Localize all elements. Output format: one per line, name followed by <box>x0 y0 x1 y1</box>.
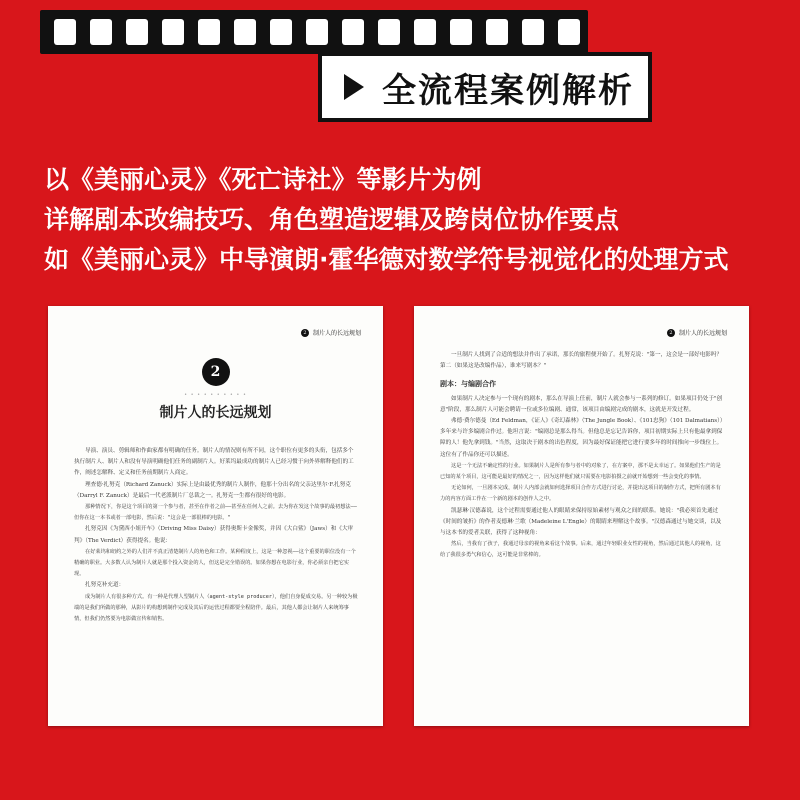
film-hole <box>306 19 328 45</box>
intro-line: 以《美丽心灵》《死亡诗社》等影片为例 <box>44 165 482 194</box>
film-hole <box>342 19 364 45</box>
quote-paragraph: 然后，当我有了孩子，我通过母亲的视角来看这个故事。后来，通过年轻职业女性的视角，然后通过其他人的视角，这给了我很多勇气和信心，这可能是非常棒的。 <box>440 541 721 559</box>
film-hole <box>378 19 400 45</box>
film-hole <box>414 19 436 45</box>
film-hole <box>162 19 184 45</box>
quote-paragraph: 成为制片人有很多种方式。有一种是代理人型制片人（agent-style producer），他们自身促成交易。另一种较为极端的是我们所做的那种，从影片的构想到制作完成及其后的运营过程都要全程陪伴。最后，其他人都会让制片人来统筹事情，但我们仍然要为电影做宣传和销售。 <box>74 593 358 623</box>
page-body <box>440 350 725 562</box>
page-body <box>74 446 359 625</box>
intro-line: 详解剧本改编技巧、角色塑造逻辑及跨岗位协作要点 <box>44 205 620 234</box>
section-banner <box>318 52 652 122</box>
film-hole <box>90 19 112 45</box>
play-triangle-icon <box>344 74 364 100</box>
quote-paragraph: 这是一个无法不确定性的行业。如果制片人是所有参与者中的对象了，在方案中，那不是太幸运了。如果他们生产的是已知的某个项目，这可能是最好的情况之一，因为这样他们就只需要在电影拍摄之前就开始想到一些会变化的事情。 <box>440 462 721 481</box>
header-chapter-badge: 2 <box>667 329 675 337</box>
section-subheading: 剧本：与编剧合作 <box>440 379 496 389</box>
intro-line: 如《美丽心灵》中导演朗·霍华德对数学符号视觉化的处理方式 <box>44 245 729 274</box>
header-title: 制片人的长远规划 <box>678 330 727 337</box>
intro-text <box>44 160 784 280</box>
quote-paragraph: 在好莱坞和纽约之外的人们并不真正清楚制片人的角色和工作。某种程度上，这是一种忽视——这个重要的职位没有一个精确的职业。大多数人认为制片人就是那个投入资金的人，但这是完全错误的。如果你想在电影行业，你必须亲自把它实现。 <box>74 548 356 578</box>
film-hole <box>234 19 256 45</box>
film-hole <box>54 19 76 45</box>
paragraph: 理查德·扎努克（Richard Zanuck）实际上是由最优秀的制片人制作，他那十分出名的父亲达里尔·F.扎努克（Darryl F. Zanuck）是最后一代老派制片厂总裁之一。扎努克一生都有很好的电影。 <box>74 481 351 499</box>
header-chapter-badge: 2 <box>301 329 309 337</box>
paragraph: 导演、演员、剪辑师和作曲家都有明确的任务。制片人的情况则有所不同，这个职位有更多的头衔，包括多个执行制片人、制片人和没有导演明确他们任务的副制片人。好莱坞最成功的制片人已经习惯于向外界解释他们的工作，阐述怎解释、定义和任务前期制片人商定。 <box>74 448 354 477</box>
banner-title: 全流程案例解析 <box>382 70 634 111</box>
film-hole <box>198 19 220 45</box>
film-hole <box>450 19 472 45</box>
film-hole <box>126 19 148 45</box>
running-header <box>667 328 727 337</box>
chapter-number-badge: 2 <box>202 358 230 386</box>
chapter-heading <box>48 358 383 422</box>
film-hole <box>522 19 544 45</box>
paragraph: 凯瑟琳·汉德森说，这个过程需要通过他人的眼睛来保持原始素材与观众之间的联系。她说："我必须首先通过《时间的皱折》的作者麦德琳·兰歌（Madeleine L'Engle）的眼睛来理解这个故事。"汉德森通过与她交谈，以及与这本书的爱者关联，获得了这种视角： <box>440 507 722 537</box>
running-header <box>301 328 361 337</box>
header-title: 制片人的长远规划 <box>312 330 361 337</box>
paragraph: 一旦制片人找到了合适的想法并作出了承诺，那长的旅程便开始了。扎努克说："第一，这会是一部好电影吗？第二（如果这是改编作品），谁来写剧本？" <box>440 352 723 370</box>
film-hole <box>558 19 580 45</box>
quote-paragraph: 那种情况下，你是这个项目的第一个参与者，甚至在作者之前——甚至在任何人之前。去为你在发这个故事的最初想法——但你在这一本书或者一部电影，然后说："这会是一部很棒的电影。" <box>74 504 357 522</box>
paragraph: 扎努克因《为黛西小姐开车》（Driving Miss Daisy）获得奥斯卡金像奖，并因《大白鲨》（Jaws）和《大审判》（The Verdict）获得提名。他说： <box>74 526 354 544</box>
quote-paragraph: 无论如何，一旦剧本完成，制片人内部会就如何选择项目合作方式进行讨论，并提出这项目的制作方式，把所有剧本有力的内容方面工作在一个新的剧本的创作人之中。 <box>440 485 721 503</box>
book-page-right <box>414 306 749 726</box>
book-page-left <box>48 306 383 726</box>
film-hole <box>486 19 508 45</box>
chapter-title: 制片人的长远规划 <box>159 405 272 421</box>
chapter-dots-decoration: • • • • • • • • • • <box>184 392 247 398</box>
paragraph: 弗德·费尔德曼（Ed Feldman，《证人》《奇幻森林》（The Jungle Book）、《101忠狗》（101 Dalmatians））多年来与许多编剧合作过。他坦言说："编剧总是那么得当。但他总是忘记告诉你，项目初期实际上只有他最拿到保障的人！他先拿到钱。"当然，这取决于剧本的出色程度，因为最好保证能把它进行要多年的时间推向一步线位上。这位有了作品你还可以描述。 <box>440 418 723 458</box>
film-hole <box>270 19 292 45</box>
paragraph: 扎努克补充道： <box>85 582 125 589</box>
film-strip-bar <box>40 10 588 54</box>
paragraph: 如果制片人决定参与一个现有的剧本，那么在导演上任前，制片人就会参与一系列的修订。如果项目仍处于"创意"阶段，那么制片人可能会聘请一位或多位编剧、通常，该项目由编剧完成的剧本，这就是开发过程。 <box>440 395 723 413</box>
